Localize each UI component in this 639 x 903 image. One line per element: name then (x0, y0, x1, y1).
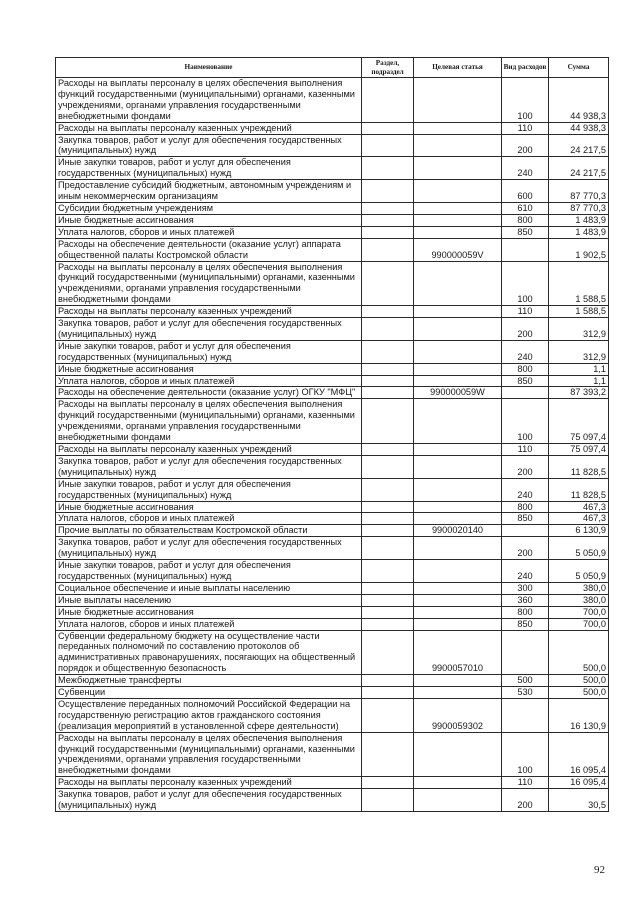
cell-section (362, 537, 414, 560)
cell-target (414, 582, 502, 594)
cell-name: Субвенции федеральному бюджету на осуществление части переданных полномочий по составлению протоколов об административных правонарушениях, посягающих на общественный порядок и общественную безопасность (56, 630, 362, 675)
table-row (56, 789, 609, 812)
cell-sum: 87 770,3 (549, 202, 609, 214)
cell-target (414, 306, 502, 318)
header-name: Наименование (56, 58, 362, 78)
cell-type: 850 (502, 226, 549, 238)
cell-section (362, 560, 414, 583)
cell-section (362, 157, 414, 180)
table-row (56, 238, 609, 261)
table-row (56, 363, 609, 375)
table-row (56, 594, 609, 606)
cell-section (362, 78, 414, 123)
cell-sum: 11 828,5 (549, 478, 609, 501)
cell-section (362, 318, 414, 341)
cell-section (362, 525, 414, 537)
table-row (56, 687, 609, 699)
cell-target (414, 594, 502, 606)
cell-target (414, 214, 502, 226)
table-row (56, 318, 609, 341)
table-row (56, 560, 609, 583)
cell-target (414, 399, 502, 444)
cell-type: 850 (502, 618, 549, 630)
cell-section (362, 387, 414, 399)
cell-type: 360 (502, 594, 549, 606)
cell-section (362, 594, 414, 606)
table-row (56, 455, 609, 478)
cell-target (414, 122, 502, 134)
cell-section (362, 399, 414, 444)
cell-section (362, 180, 414, 203)
cell-sum: 24 217,5 (549, 134, 609, 157)
cell-section (362, 501, 414, 513)
table-row (56, 122, 609, 134)
table-row (56, 78, 609, 123)
cell-sum: 700,0 (549, 618, 609, 630)
cell-target (414, 478, 502, 501)
table-row (56, 525, 609, 537)
cell-type: 500 (502, 675, 549, 687)
cell-target (414, 134, 502, 157)
cell-target (414, 513, 502, 525)
cell-type: 240 (502, 478, 549, 501)
cell-target (414, 687, 502, 699)
cell-name: Расходы на обеспечение деятельности (оказание услуг) ОГКУ "МФЦ" (56, 387, 362, 399)
cell-name: Иные бюджетные ассигнования (56, 214, 362, 226)
table-row (56, 698, 609, 732)
cell-section (362, 777, 414, 789)
cell-name: Расходы на выплаты персоналу в целях обеспечения выполнения функций государственными (муниципальными) органами, казенными учреждениями, органами управления государственными внебюджетными фондами (56, 78, 362, 123)
cell-name: Расходы на выплаты персоналу казенных учреждений (56, 122, 362, 134)
cell-type: 200 (502, 789, 549, 812)
cell-name: Закупка товаров, работ и услуг для обеспечения государственных (муниципальных) нужд (56, 134, 362, 157)
cell-type: 110 (502, 777, 549, 789)
table-row (56, 261, 609, 306)
cell-section (362, 606, 414, 618)
cell-sum: 1 902,5 (549, 238, 609, 261)
cell-sum: 500,0 (549, 630, 609, 675)
cell-type: 240 (502, 157, 549, 180)
cell-target (414, 340, 502, 363)
cell-section (362, 630, 414, 675)
cell-sum: 75 097,4 (549, 444, 609, 456)
cell-sum: 312,9 (549, 318, 609, 341)
cell-type (502, 698, 549, 732)
cell-name: Уплата налогов, сборов и иных платежей (56, 513, 362, 525)
cell-sum: 11 828,5 (549, 455, 609, 478)
cell-sum: 24 217,5 (549, 157, 609, 180)
cell-target (414, 261, 502, 306)
cell-section (362, 675, 414, 687)
cell-section (362, 582, 414, 594)
cell-type (502, 630, 549, 675)
cell-sum: 467,3 (549, 501, 609, 513)
cell-sum: 44 938,3 (549, 78, 609, 123)
cell-section (362, 238, 414, 261)
cell-sum: 1 483,9 (549, 226, 609, 238)
cell-type: 240 (502, 340, 549, 363)
table-row (56, 501, 609, 513)
table-header-row (56, 58, 609, 78)
cell-type: 240 (502, 560, 549, 583)
table-body (56, 78, 609, 812)
cell-sum: 380,0 (549, 594, 609, 606)
cell-section (362, 618, 414, 630)
table-row (56, 478, 609, 501)
cell-target (414, 560, 502, 583)
cell-section (362, 513, 414, 525)
cell-name: Иные бюджетные ассигнования (56, 363, 362, 375)
cell-type: 100 (502, 732, 549, 777)
cell-section (362, 122, 414, 134)
cell-sum: 87 770,3 (549, 180, 609, 203)
table-row (56, 157, 609, 180)
cell-sum: 700,0 (549, 606, 609, 618)
table-row (56, 675, 609, 687)
cell-target (414, 180, 502, 203)
cell-name: Социальное обеспечение и иные выплаты населению (56, 582, 362, 594)
cell-name: Уплата налогов, сборов и иных платежей (56, 226, 362, 238)
table-row (56, 606, 609, 618)
cell-type: 300 (502, 582, 549, 594)
cell-name: Расходы на обеспечение деятельности (оказание услуг) аппарата общественной палаты Костромской области (56, 238, 362, 261)
budget-table (55, 57, 609, 812)
cell-name: Иные закупки товаров, работ и услуг для обеспечения государственных (муниципальных) нужд (56, 478, 362, 501)
header-type: Вид расходов (502, 58, 549, 78)
cell-type: 110 (502, 122, 549, 134)
cell-name: Прочие выплаты по обязательствам Костромской области (56, 525, 362, 537)
cell-target (414, 537, 502, 560)
table-row (56, 513, 609, 525)
table-row (56, 340, 609, 363)
cell-section (362, 214, 414, 226)
cell-target: 9900020140 (414, 525, 502, 537)
cell-target (414, 777, 502, 789)
cell-target: 9900059302 (414, 698, 502, 732)
cell-type: 200 (502, 134, 549, 157)
cell-sum: 312,9 (549, 340, 609, 363)
cell-sum: 44 938,3 (549, 122, 609, 134)
cell-type: 100 (502, 78, 549, 123)
cell-type: 610 (502, 202, 549, 214)
cell-target (414, 455, 502, 478)
cell-sum: 500,0 (549, 675, 609, 687)
table-row (56, 777, 609, 789)
cell-name: Расходы на выплаты персоналу казенных учреждений (56, 444, 362, 456)
cell-type: 110 (502, 306, 549, 318)
cell-target (414, 226, 502, 238)
cell-sum: 16 095,4 (549, 732, 609, 777)
cell-target (414, 675, 502, 687)
cell-sum: 75 097,4 (549, 399, 609, 444)
cell-type (502, 525, 549, 537)
cell-name: Иные бюджетные ассигнования (56, 606, 362, 618)
cell-sum: 6 130,9 (549, 525, 609, 537)
table-row (56, 630, 609, 675)
cell-type (502, 238, 549, 261)
cell-sum: 87 393,2 (549, 387, 609, 399)
cell-section (362, 134, 414, 157)
cell-type: 100 (502, 399, 549, 444)
cell-name: Расходы на выплаты персоналу в целях обеспечения выполнения функций государственными (муниципальными) органами, казенными учреждениями, органами управления государственными внебюджетными фондами (56, 399, 362, 444)
cell-section (362, 732, 414, 777)
page-number: 92 (594, 864, 605, 876)
cell-target (414, 732, 502, 777)
cell-sum: 5 050,9 (549, 560, 609, 583)
cell-name: Уплата налогов, сборов и иных платежей (56, 618, 362, 630)
cell-target (414, 318, 502, 341)
header-target: Целевая статья (414, 58, 502, 78)
cell-target (414, 78, 502, 123)
cell-name: Уплата налогов, сборов и иных платежей (56, 375, 362, 387)
cell-type: 850 (502, 375, 549, 387)
cell-name: Предоставление субсидий бюджетным, автономным учреждениям и иным некоммерческим организациям (56, 180, 362, 203)
table-row (56, 387, 609, 399)
cell-sum: 500,0 (549, 687, 609, 699)
cell-name: Закупка товаров, работ и услуг для обеспечения государственных (муниципальных) нужд (56, 789, 362, 812)
cell-name: Субвенции (56, 687, 362, 699)
cell-target: 9900057010 (414, 630, 502, 675)
table-row (56, 618, 609, 630)
cell-section (362, 340, 414, 363)
table-row (56, 537, 609, 560)
table-row (56, 582, 609, 594)
cell-target (414, 157, 502, 180)
cell-target: 990000059V (414, 238, 502, 261)
cell-name: Осуществление переданных полномочий Российской Федерации на государственную регистрацию актов гражданского состояния (реализация мероприятий в установленной сфере деятельности) (56, 698, 362, 732)
table-row (56, 306, 609, 318)
cell-target (414, 202, 502, 214)
cell-section (362, 455, 414, 478)
cell-name: Иные выплаты населению (56, 594, 362, 606)
cell-name: Расходы на выплаты персоналу в целях обеспечения выполнения функций государственными (муниципальными) органами, казенными учреждениями, органами управления государственными внебюджетными фондами (56, 261, 362, 306)
cell-sum: 16 130,9 (549, 698, 609, 732)
cell-type: 530 (502, 687, 549, 699)
cell-type: 110 (502, 444, 549, 456)
cell-name: Расходы на выплаты персоналу казенных учреждений (56, 777, 362, 789)
cell-type: 850 (502, 513, 549, 525)
cell-type: 800 (502, 363, 549, 375)
cell-target (414, 501, 502, 513)
cell-type: 800 (502, 606, 549, 618)
cell-target: 990000059W (414, 387, 502, 399)
cell-type: 100 (502, 261, 549, 306)
cell-name: Закупка товаров, работ и услуг для обеспечения государственных (муниципальных) нужд (56, 537, 362, 560)
cell-name: Расходы на выплаты персоналу казенных учреждений (56, 306, 362, 318)
cell-section (362, 687, 414, 699)
table-row (56, 444, 609, 456)
cell-name: Иные бюджетные ассигнования (56, 501, 362, 513)
table-row (56, 202, 609, 214)
cell-sum: 1 483,9 (549, 214, 609, 226)
cell-sum: 1,1 (549, 363, 609, 375)
cell-type: 200 (502, 537, 549, 560)
cell-section (362, 789, 414, 812)
cell-sum: 16 095,4 (549, 777, 609, 789)
cell-name: Субсидии бюджетным учреждениям (56, 202, 362, 214)
cell-section (362, 226, 414, 238)
cell-target (414, 618, 502, 630)
cell-name: Закупка товаров, работ и услуг для обеспечения государственных (муниципальных) нужд (56, 318, 362, 341)
cell-section (362, 202, 414, 214)
cell-section (362, 444, 414, 456)
cell-name: Иные закупки товаров, работ и услуг для обеспечения государственных (муниципальных) нужд (56, 157, 362, 180)
cell-section (362, 261, 414, 306)
table-row (56, 375, 609, 387)
cell-sum: 30,5 (549, 789, 609, 812)
cell-type: 600 (502, 180, 549, 203)
cell-type: 800 (502, 214, 549, 226)
cell-sum: 1,1 (549, 375, 609, 387)
table-row (56, 226, 609, 238)
table-row (56, 134, 609, 157)
cell-section (362, 375, 414, 387)
table-row (56, 399, 609, 444)
cell-name: Иные закупки товаров, работ и услуг для обеспечения государственных (муниципальных) нужд (56, 340, 362, 363)
table-row (56, 180, 609, 203)
cell-sum: 1 588,5 (549, 261, 609, 306)
header-sum: Сумма (549, 58, 609, 78)
cell-target (414, 375, 502, 387)
table-row (56, 732, 609, 777)
cell-target (414, 363, 502, 375)
cell-sum: 1 588,5 (549, 306, 609, 318)
cell-target (414, 606, 502, 618)
cell-name: Иные закупки товаров, работ и услуг для обеспечения государственных (муниципальных) нужд (56, 560, 362, 583)
cell-type: 200 (502, 318, 549, 341)
cell-name: Расходы на выплаты персоналу в целях обеспечения выполнения функций государственными (муниципальными) органами, казенными учреждениями, органами управления государственными внебюджетными фондами (56, 732, 362, 777)
cell-section (362, 363, 414, 375)
cell-target (414, 789, 502, 812)
table-row (56, 214, 609, 226)
cell-type: 200 (502, 455, 549, 478)
cell-target (414, 444, 502, 456)
cell-type (502, 387, 549, 399)
cell-section (362, 306, 414, 318)
cell-section (362, 478, 414, 501)
header-section: Раздел, подраздел (362, 58, 414, 78)
cell-section (362, 698, 414, 732)
cell-name: Закупка товаров, работ и услуг для обеспечения государственных (муниципальных) нужд (56, 455, 362, 478)
cell-type: 800 (502, 501, 549, 513)
cell-sum: 380,0 (549, 582, 609, 594)
cell-name: Межбюджетные трансферты (56, 675, 362, 687)
cell-sum: 5 050,9 (549, 537, 609, 560)
cell-sum: 467,3 (549, 513, 609, 525)
